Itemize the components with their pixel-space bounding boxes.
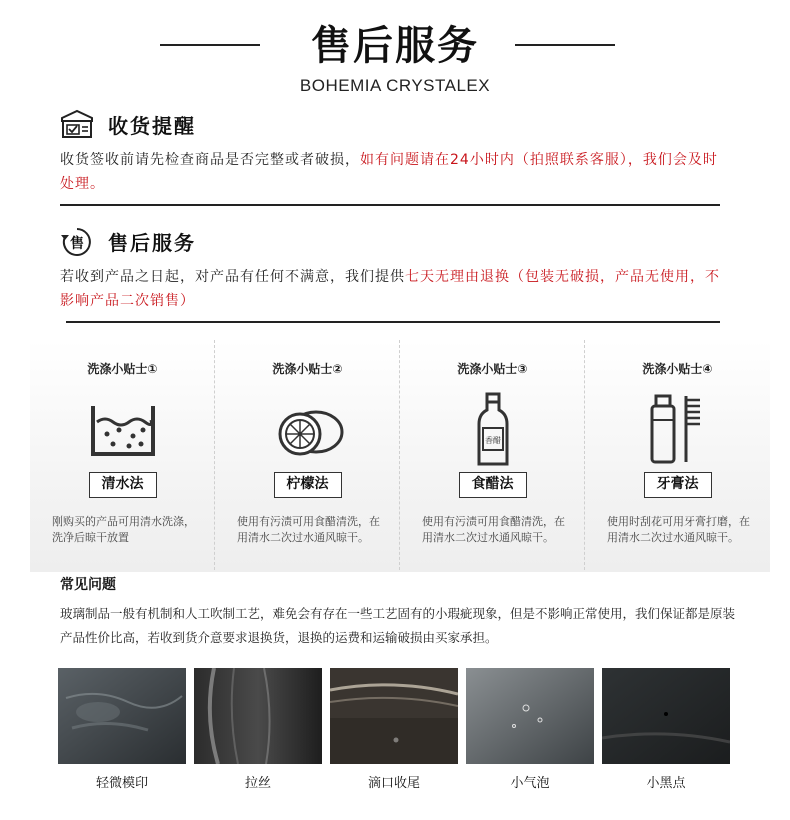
receipt-reminder-section	[60, 108, 720, 206]
lemon-icon	[270, 392, 346, 468]
after-sale-icon-char: 售	[70, 236, 84, 252]
after-sale-label: 售后服务	[108, 230, 196, 255]
defect-item	[194, 668, 322, 791]
washing-method-label: 食醋法	[459, 472, 527, 498]
receipt-reminder-normal-text: 收货签收前请先检查商品是否完整或者破损，	[60, 152, 360, 168]
defect-photo-drawing-line	[194, 668, 322, 764]
delivery-box-check-icon	[60, 109, 94, 139]
washing-tip-title: 洗涤小贴士②	[272, 362, 343, 376]
washing-tip-title: 洗涤小贴士①	[87, 362, 158, 376]
vinegar-label-text: 香醋	[484, 436, 501, 445]
after-sale-text	[60, 265, 720, 313]
washing-method-label: 牙膏法	[644, 472, 712, 498]
title-right-rule	[515, 44, 615, 46]
after-sale-header	[60, 225, 720, 257]
faq-title: 常见问题	[60, 577, 116, 593]
defect-caption: 小气泡	[510, 776, 550, 791]
section-divider	[66, 321, 720, 323]
washing-tip-3	[400, 340, 585, 572]
washing-method-label: 清水法	[89, 472, 157, 498]
receipt-reminder-label: 收货提醒	[108, 113, 196, 138]
defect-photo-small-bubble	[466, 668, 594, 764]
washing-tip-description: 刚购买的产品可用清水洗涤，洗净后晾干放置	[52, 515, 195, 544]
after-sale-red-text: 七天无理由退换（包装无破损，产品无使用，不影响产品二次销售）	[60, 269, 720, 309]
defect-caption: 轻微模印	[95, 776, 148, 791]
defect-caption: 滴口收尾	[367, 776, 420, 791]
washing-tips-panel	[30, 340, 770, 572]
vinegar-bottle-icon	[455, 392, 531, 468]
page-header	[0, 0, 790, 110]
defect-item	[602, 668, 730, 791]
receipt-reminder-red-text: 如有问题请在24小时内（拍照联系客服），我们会及时处理。	[60, 152, 718, 192]
washing-tip-1	[30, 340, 215, 572]
receipt-reminder-header	[60, 108, 720, 140]
washing-method-label: 柠檬法	[274, 472, 342, 498]
page-title: 售后服务	[311, 23, 479, 69]
defect-photo-black-dot	[602, 668, 730, 764]
after-sale-section	[60, 225, 720, 323]
defect-photo-mold-mark	[58, 668, 186, 764]
brand-name: BOHEMIA CRYSTALEX	[299, 76, 491, 95]
defect-item	[58, 668, 186, 791]
washing-tip-title: 洗涤小贴士③	[457, 362, 528, 376]
after-sale-normal-text: 若收到产品之日起，对产品有任何不满意，我们提供	[60, 269, 405, 285]
defect-caption: 拉丝	[244, 776, 271, 791]
toothpaste-icon	[640, 392, 716, 468]
faq-text: 玻璃制品一般有机制和人工吹制工艺，难免会有存在一些工艺固有的小瑕疵现象，但是不影响正常使用，我们保证都是原装产品性价比高，若收到货介意要求退换货，退换的运费和运输破损由买家承担。	[60, 606, 736, 645]
water-basin-icon	[85, 392, 161, 468]
defect-photo-drip-tail	[330, 668, 458, 764]
washing-tip-description: 使用时刮花可用牙膏打磨，在用清水二次过水通风晾干。	[607, 515, 750, 544]
defect-photo-row	[58, 668, 738, 808]
after-sale-cycle-icon	[60, 226, 94, 256]
washing-tip-2	[215, 340, 400, 572]
washing-tip-description: 使用有污渍可用食醋清洗，在用清水二次过水通风晾干。	[237, 515, 380, 544]
washing-tip-4	[585, 340, 770, 572]
washing-tip-title: 洗涤小贴士④	[642, 362, 713, 376]
defect-item	[330, 668, 458, 791]
defect-caption: 小黑点	[646, 776, 686, 791]
faq-section	[60, 574, 740, 650]
section-divider	[60, 204, 720, 206]
washing-tip-description: 使用有污渍可用食醋清洗，在用清水二次过水通风晾干。	[422, 515, 565, 544]
defect-item	[466, 668, 594, 791]
receipt-reminder-text	[60, 148, 720, 196]
